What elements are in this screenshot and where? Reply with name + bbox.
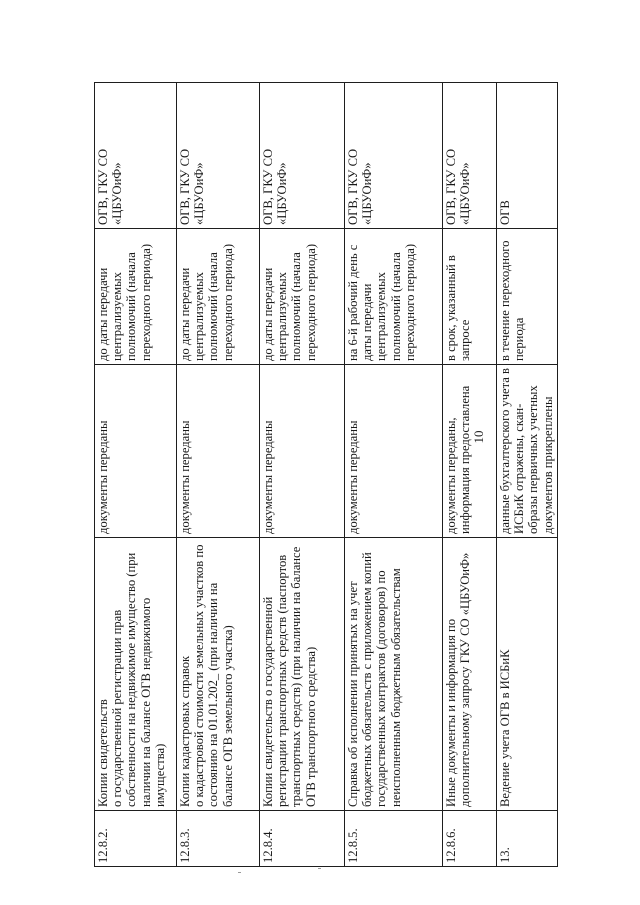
row-number: 13.	[497, 811, 558, 867]
document-name: Копии кадастровых справок о кадастровой стоимости земельных участков по состоянию на 01.01.202_ (при наличии на балансе ОГВ земельного участка)	[177, 538, 260, 811]
deadline: до даты передачи централизуемых полномочий (начала переходного периода)	[95, 229, 177, 365]
table-row	[345, 83, 443, 867]
responsible: ОГВ	[497, 83, 558, 229]
row-number: 12.8.5.	[345, 811, 443, 867]
result-status: документы переданы	[260, 365, 345, 538]
responsible: ОГВ, ГКУ СО «ЦБУОиФ»	[95, 83, 177, 229]
table-row	[443, 83, 497, 867]
row-number: 12.8.2.	[95, 811, 177, 867]
deadline: до даты передачи централизуемых полномочий (начала переходного периода)	[260, 229, 345, 365]
document-name: Иные документы и информация по дополнительному запросу ГКУ СО «ЦБУОиФ»	[443, 538, 497, 811]
scan-artifact	[318, 868, 321, 869]
document-name: Ведение учета ОГВ в ИСБиК	[497, 538, 558, 811]
result-status: документы переданы	[95, 365, 177, 538]
rotated-table-container	[94, 83, 555, 867]
table-row	[497, 83, 558, 867]
row-number: 12.8.4.	[260, 811, 345, 867]
responsible: ОГВ, ГКУ СО «ЦБУОиФ»	[260, 83, 345, 229]
document-name: Копии свидетельств о государственной регистрации транспортных средств (паспортов транспортных средств) (при наличии на балансе ОГВ транспортного средства)	[260, 538, 345, 811]
deadline: на 6-й рабочий день с даты передачи централизуемых полномочий (начала переходного периода)	[345, 229, 443, 365]
table-row	[95, 83, 177, 867]
result-status: данные бухгалтерского учета в ИСБиК отражены, скан-образы первичных учетных документов прикреплены	[497, 365, 558, 538]
result-status: документы переданы	[177, 365, 260, 538]
result-status: документы переданы	[345, 365, 443, 538]
responsible: ОГВ, ГКУ СО «ЦБУОиФ»	[443, 83, 497, 229]
scan-artifact	[238, 872, 241, 873]
responsible: ОГВ, ГКУ СО «ЦБУОиФ»	[345, 83, 443, 229]
page-number: 10	[471, 430, 486, 444]
deadline: до даты передачи централизуемых полномочий (начала переходного периода)	[177, 229, 260, 365]
transfer-table	[94, 82, 558, 867]
responsible: ОГВ, ГКУ СО «ЦБУОиФ»	[177, 83, 260, 229]
result-status: документы переданы, информация предоставлена	[443, 365, 497, 538]
table-row	[177, 83, 260, 867]
document-page	[94, 83, 555, 867]
table-row	[260, 83, 345, 867]
document-name: Справка об исполнении принятых на учет бюджетных обязательств с приложением копий государственных контрактов (договоров) по неисполненным бюджетным обязательствам	[345, 538, 443, 811]
row-number: 12.8.6.	[443, 811, 497, 867]
deadline: в срок, указанный в запросе	[443, 229, 497, 365]
document-name: Копии свидетельств о государственной регистрации прав собственности на недвижимое имущество (при наличии на балансе ОГВ недвижимого имущества)	[95, 538, 177, 811]
deadline: в течение переходного периода	[497, 229, 558, 365]
row-number: 12.8.3.	[177, 811, 260, 867]
